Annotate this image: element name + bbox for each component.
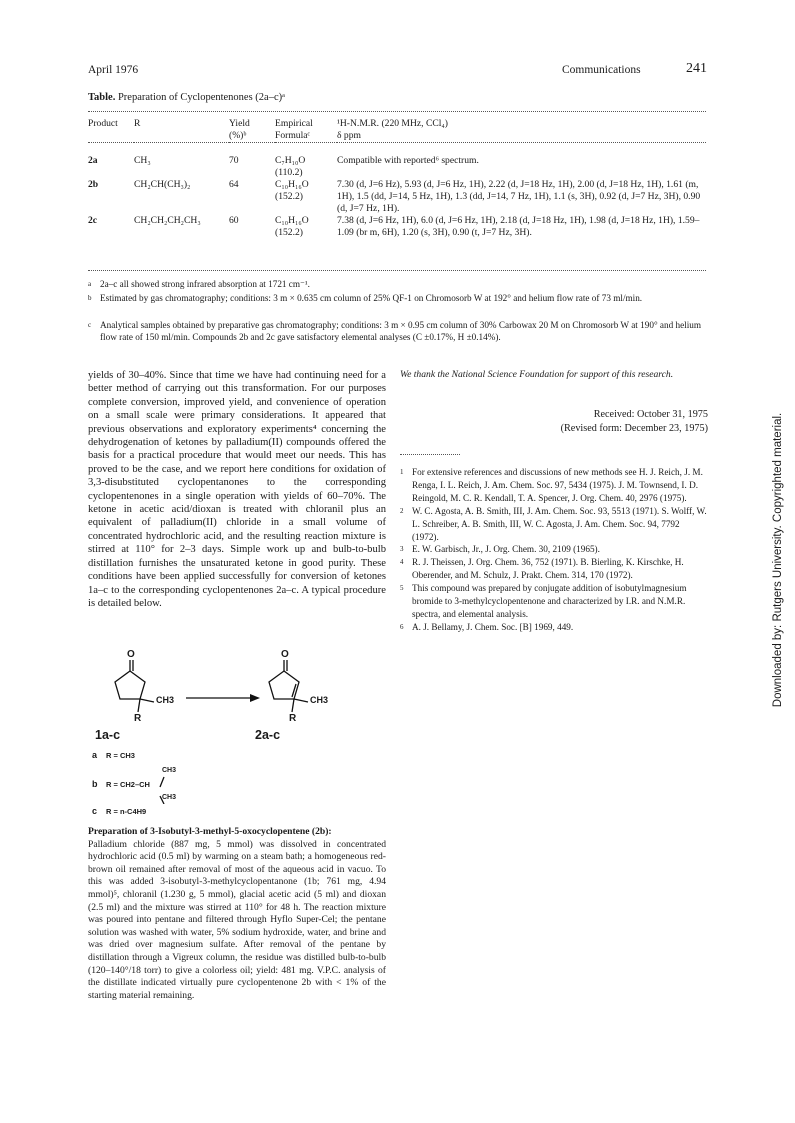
scheme-r-2: R: [289, 713, 297, 724]
results-table: [88, 118, 706, 239]
table-caption: [88, 92, 285, 103]
scheme-ch3-2: CH3: [310, 695, 329, 705]
preparation-title: Preparation of 3-Isobutyl-3-methyl-5-oxocyclopentene (2b):: [88, 826, 332, 837]
table-header-row: [88, 118, 706, 143]
scheme-c-text: R = n-C4H9: [106, 807, 147, 816]
scheme-r-1: R: [134, 713, 142, 724]
table-row: 2a CH₃ 70 C₇H₁₀O (110.2) Compatible with reported⁶ spectrum.: [88, 154, 479, 178]
reference-item: 5 This compound was prepared by conjugate addition of isobutylmagnesium bromide to 3-methylcyclopentenone and characterized by I.R. and N.M.R. spectra, and elemental analysis.: [400, 583, 687, 619]
references-list: [400, 466, 708, 634]
table-rule-top: [88, 111, 706, 112]
reference-item: 3 E. W. Garbisch, Jr., J. Org. Chem. 30, 2109 (1965).: [400, 544, 600, 555]
scheme-o-1: O: [127, 649, 135, 660]
scheme-a-text: R = CH3: [106, 751, 135, 760]
scheme-o-2: O: [281, 649, 289, 660]
revised-date: (Revised form: December 23, 1975): [560, 423, 708, 434]
reference-item: 2 W. C. Agosta, A. B. Smith, III, J. Am. Chem. Soc. 93, 5513 (1971). S. Wolff, W. L. Schreiber, A. B. Smith, III, W. C. Agosta, J. Am. Chem. Soc. 94, 7792 (1972).: [400, 505, 707, 542]
scheme-b-ch3-bottom: CH3: [162, 794, 177, 801]
table-footnote-a: a 2a–c all showed strong infrared absorption at 1721 cm⁻¹.: [88, 279, 310, 289]
scheme-a-label: a: [92, 750, 98, 760]
reference-item: 4 R. J. Theissen, J. Org. Chem. 36, 752 (1971). B. Bierling, K. Kirschke, H. Oberender, and M. Schulz, J. Prakt. Chem. 314, 170 (1972).: [400, 557, 684, 581]
download-watermark: Downloaded by: Rutgers University. Copyrighted material.: [772, 412, 784, 708]
th-r: R: [134, 118, 141, 129]
preparation-text: Palladium chloride (887 mg, 5 mmol) was dissolved in concentrated hydrochloric acid (0.5 ml) by warming on a steam bath; a homogeneous red-brown oil remained after removal of most of the aqueous acid in vacuo. To this was added 3-isobutyl-3-methylcyclopentanone (1b; 761 mg, 4.94 mmol)⁵, chloranil (1.230 g, 5 mmol), glacial acetic acid (5 ml) and dioxan (2.5 ml) and the mixture was stirred at 110° for 48 h. The reaction mixture was poured into pentane and filtered through Hyflo Super-Cel; the pentane solution was washed with water, 5% sodium hydroxide, water, and brine and was dried over magnesium sulfate. After removal of the pentane by distillation through a Vigreux column, the residue was distilled bulb-to-bulb (120–140°/18 torr) to give a colorless oil; yield: 481 mg. V.P.C. analysis of the distillate indicated virtually pure cyclopentenone 2b with < 1% of the starting material remaining.: [88, 838, 386, 1001]
table-caption-text: Preparation of Cyclopentenones (2a–c)ᵃ: [117, 92, 285, 103]
table-row: 2c CH₂CH₂CH₂CH₃ 60 C₁₀H₁₆O (152.2) 7.38 (d, J=6 Hz, 1H), 6.0 (d, J=6 Hz, 1H), 2.18 (d, J=18 Hz, 1H), 1.98 (d, J=18 Hz, 1H), 1.59–1.09 (br m, 6H), 1.20 (s, 3H), 0.90 (t, J=7 Hz, 3H).: [88, 214, 700, 238]
scheme-label-1a-c: 1a-c: [95, 728, 121, 742]
reference-item: 6 A. J. Bellamy, J. Chem. Soc. [B] 1969, 449.: [400, 621, 574, 632]
scheme-b-label: b: [92, 779, 98, 789]
scheme-b-ch3-top: CH3: [162, 767, 177, 774]
table-caption-label: Table.: [88, 92, 116, 103]
header-journal: Communications: [562, 64, 641, 76]
table-row: 2b CH₂CH(CH₃)₂ 64 C₁₀H₁₆O (152.2) 7.30 (d, J=6 Hz), 5.93 (d, J=6 Hz, 1H), 2.22 (d, J=18 Hz, 1H), 2.00 (d, J=18 Hz, 1H), 1.61 (m, 1H), 1.5 (dd, J=14, 5 Hz, 1H), 1.3 (dd, J=14, 7 Hz, 1H), 1.1 (s, 3H), 0.92 (d, J=7 Hz, 3H), 0.90 (d, J=7 Hz, 1H).: [88, 178, 701, 214]
references-rule: [400, 454, 460, 455]
th-formula: Empirical Formulaᶜ: [275, 118, 313, 141]
body-paragraph-1: yields of 30–40%. Since that time we have had continuing need for a better method of carrying out this transformation. For our purposes complete conversion, improved yield, and convenience of operation on a small scale were primary considerations. It appeared that previous observations and exploratory experiments⁴ concerning the dehydrogenation of ketones by palladium(II) compounds offered the basis for a practical procedure that would meet our needs. This has proved to be the case, and we report here conditions for oxidation of 3,3-disubstituted cyclopentanones to the corresponding cyclopentenones in a single operation with yields of 60–70%. The ketone in acetic acid/dioxan is treated with chloranil plus an equivalent of palladium(II) chloride in a small volume of concentrated hydrochloric acid, and the resulting reaction mixture is stirred at 110° for 2–3 days. Simple work up and bulb-to-bulb distillation furnishes the unsaturated ketone in good purity. These conditions have been applied successfully for conversion of ketones 1a–c to the corresponding cyclopentenones 2a–c. A typical procedure is detailed below.: [88, 370, 386, 609]
table-footnote-b: b Estimated by gas chromatography; conditions: 3 m × 0.635 cm column of 25% QF-1 on Chromosorb W at 192° and helium flow rate of 73 ml/min.: [88, 293, 643, 303]
th-yield: Yield (%)ᵇ: [229, 118, 250, 141]
preparation-section: [88, 826, 386, 1002]
reference-item: 1 For extensive references and discussions of new methods see H. J. Reich, J. M. Renga, I. L. Reich, J. Am. Chem. Soc. 97, 5434 (1975). J. M. Townsend, I. D. Reingold, M. C. R. Kendall, T. A. Spencer, J. Org. Chem. 40, 2976 (1975).: [400, 467, 703, 503]
scheme-ch3-1: CH3: [156, 695, 175, 705]
table-rule-bottom: [88, 270, 706, 271]
header-date: April 1976: [88, 64, 139, 76]
th-nmr: ¹H-N.M.R. (220 MHz, CCl₄) δ ppm: [337, 118, 448, 141]
scheme-label-2a-c: 2a-c: [255, 728, 281, 742]
th-product: Product: [88, 118, 118, 129]
page-number: 241: [686, 61, 707, 76]
scheme-c-label: c: [92, 806, 98, 816]
table-footnote-c: c Analytical samples obtained by preparative gas chromatography; conditions: 3 m × 0.95 cm column of 30% Carbowax 20 M on Chromosorb W at 190° and helium flow rate of 150 ml/min. Compounds 2b and 2c gave satisfactory elemental analyses (C ±0.17%, H ±0.14%).: [88, 320, 701, 342]
received-date: Received: October 31, 1975: [593, 409, 708, 420]
scheme-b-text: R = CH2–CH: [106, 780, 150, 789]
acknowledgement: We thank the National Science Foundation for support of this research.: [400, 369, 674, 380]
